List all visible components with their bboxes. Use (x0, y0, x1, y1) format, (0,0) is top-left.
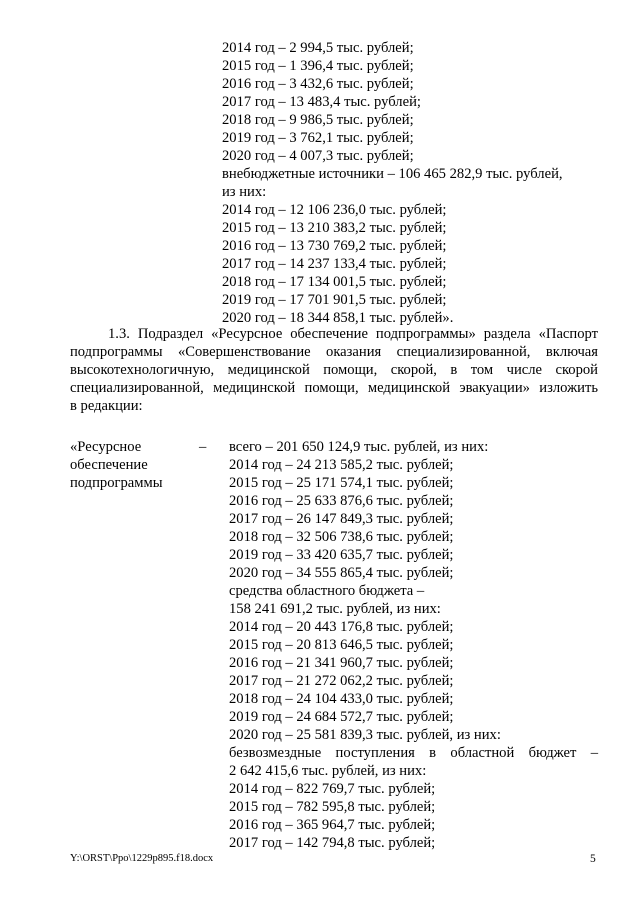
list-item: 2018 год – 9 986,5 тыс. рублей; (222, 112, 414, 128)
list-item: 2 642 415,6 тыс. рублей, из них: (229, 763, 427, 779)
list-item: 2015 год – 20 813 646,5 тыс. рублей; (229, 637, 454, 653)
list-item: всего – 201 650 124,9 тыс. рублей, из них: (229, 439, 489, 455)
list-item: 2019 год – 17 701 901,5 тыс. рублей; (222, 292, 447, 308)
paragraph-line: подпрограммы «Совершенствование оказания специализированной, включая (70, 344, 598, 360)
list-item: 2016 год – 21 341 960,7 тыс. рублей; (229, 655, 454, 671)
paragraph-line: в редакции: (70, 398, 143, 414)
list-item: 158 241 691,2 тыс. рублей, из них: (229, 601, 441, 617)
resource-label-line: «Ресурсное (70, 439, 142, 455)
paragraph-line: специализированной, медицинской помощи, медицинской эвакуации» изложить (70, 380, 598, 396)
list-item: 2014 год – 2 994,5 тыс. рублей; (222, 40, 414, 56)
list-item: 2020 год – 34 555 865,4 тыс. рублей; (229, 565, 454, 581)
list-item: внебюджетные источники – 106 465 282,9 тыс. рублей, (222, 166, 563, 182)
list-item: 2020 год – 4 007,3 тыс. рублей; (222, 148, 414, 164)
list-item: 2017 год – 13 483,4 тыс. рублей; (222, 94, 421, 110)
list-item: 2018 год – 32 506 738,6 тыс. рублей; (229, 529, 454, 545)
resource-label-line: обеспечение (70, 457, 148, 473)
list-item: 2020 год – 25 581 839,3 тыс. рублей, из них: (229, 727, 501, 743)
list-item: 2017 год – 142 794,8 тыс. рублей; (229, 835, 436, 851)
list-item: 2016 год – 13 730 769,2 тыс. рублей; (222, 238, 447, 254)
resource-dash: – (199, 439, 207, 455)
list-item: 2016 год – 365 964,7 тыс. рублей; (229, 817, 436, 833)
section-1-3-paragraph (70, 325, 598, 415)
list-item: 2017 год – 14 237 133,4 тыс. рублей; (222, 256, 447, 272)
paragraph-line: высокотехнологичную, медицинской помощи, скорой, в том числе скорой (70, 362, 598, 378)
list-item: 2015 год – 782 595,8 тыс. рублей; (229, 799, 436, 815)
list-item: 2016 год – 3 432,6 тыс. рублей; (222, 76, 414, 92)
list-item: из них: (222, 184, 267, 200)
list-item: 2014 год – 24 213 585,2 тыс. рублей; (229, 457, 454, 473)
list-item: средства областного бюджета – (229, 583, 425, 599)
list-item: 2015 год – 13 210 383,2 тыс. рублей; (222, 220, 447, 236)
list-item: 2018 год – 24 104 433,0 тыс. рублей; (229, 691, 454, 707)
paragraph-line: 1.3. Подраздел «Ресурсное обеспечение подпрограммы» раздела «Паспорт (108, 326, 598, 342)
list-item: 2014 год – 822 769,7 тыс. рублей; (229, 781, 436, 797)
resource-label (70, 438, 190, 492)
funding-continuation-list (222, 39, 597, 327)
list-item: безвозмездные поступления в областной бюджет – (229, 745, 598, 761)
list-item: 2018 год – 17 134 001,5 тыс. рублей; (222, 274, 447, 290)
list-item: 2019 год – 3 762,1 тыс. рублей; (222, 130, 414, 146)
list-item: 2017 год – 26 147 849,3 тыс. рублей; (229, 511, 454, 527)
list-item: 2015 год – 25 171 574,1 тыс. рублей; (229, 475, 454, 491)
footer-file-path: Y:\ORST\Ppo\1229p895.f18.docx (70, 853, 214, 864)
list-item: 2017 год – 21 272 062,2 тыс. рублей; (229, 673, 454, 689)
list-item: 2015 год – 1 396,4 тыс. рублей; (222, 58, 414, 74)
page-number: 5 (590, 853, 596, 865)
resource-label-line: подпрограммы (70, 475, 163, 491)
list-item: 2019 год – 24 684 572,7 тыс. рублей; (229, 709, 454, 725)
list-item: 2016 год – 25 633 876,6 тыс. рублей; (229, 493, 454, 509)
list-item: 2014 год – 20 443 176,8 тыс. рублей; (229, 619, 454, 635)
resource-values (229, 438, 598, 852)
list-item: 2019 год – 33 420 635,7 тыс. рублей; (229, 547, 454, 563)
list-item: 2014 год – 12 106 236,0 тыс. рублей; (222, 202, 447, 218)
list-item: 2020 год – 18 344 858,1 тыс. рублей». (222, 310, 454, 326)
